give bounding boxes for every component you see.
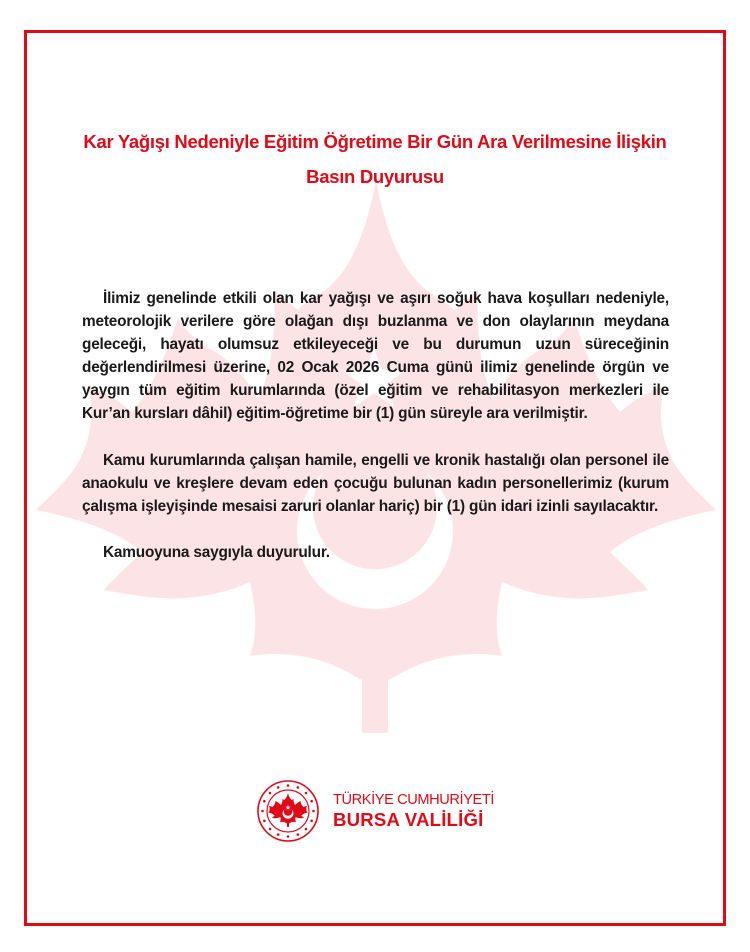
logo-text [333, 792, 494, 831]
bursa-governorship-logo [256, 778, 494, 844]
maple-leaf-crescent-star-emblem-icon [256, 779, 320, 843]
title-line-2: Basın Duyurusu [306, 166, 444, 187]
announcement-body [82, 287, 669, 587]
title-line-1: Kar Yağışı Nedeniyle Eğitim Öğretime Bir Gün Ara Verilmesine İlişkin [83, 131, 667, 152]
page-title [30, 124, 720, 194]
logo-line-governorship: BURSA VALİLİĞİ [333, 808, 484, 830]
paragraph-staff-leave: Kamu kurumlarında çalışan hamile, engelli ve kronik hastalığı olan personel ile anaokulu ve kreşlere devam eden çocuğu bulunan kadın personellerimiz (kurum çalışma işleyişinde mesaisi zaruri olanlar hariç) bir (1) gün idari izinli sayılacaktır. [82, 451, 669, 515]
paragraph-closing: Kamuoyuna saygıyla duyurulur. [103, 543, 330, 561]
paragraph-school-closure: İlimiz genelinde etkili olan kar yağışı ve aşırı soğuk hava koşulları nedeniyle, meteorolojik verilere göre olağan dışı buzlanma ve don olaylarının meydana geleceği, hayatı olumsuz etkileyeceği ve bu durumun uzun süreceğinin değerlendirilmesi üzerine, 02 Ocak 2026 Cuma günü ilimiz genelinde örgün ve yaygın tüm eğitim kurumlarında (özel eğitim ve rehabilitasyon merkezleri ile Kur’an kursları dâhil) eğitim-öğretime bir (1) gün süreyle ara verilmiştir. [82, 290, 669, 423]
logo-line-republic: TÜRKİYE CUMHURİYETİ [333, 791, 495, 808]
